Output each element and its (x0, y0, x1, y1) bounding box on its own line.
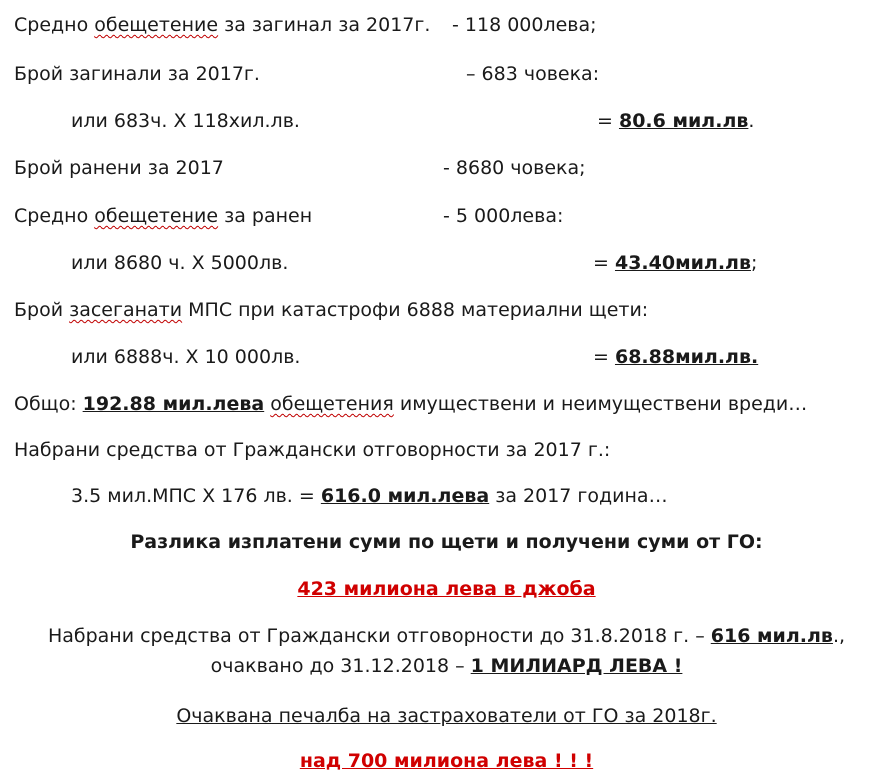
damages-calculation-result (593, 345, 758, 369)
total-value: 616 мил.лв (710, 625, 833, 647)
text-segment: за ранен (218, 205, 313, 227)
equals-sign: = (593, 346, 615, 368)
killed-calculation-result (597, 109, 754, 133)
equals-sign: = (593, 252, 615, 274)
damages-calculation-label: или 6888ч. Х 10 000лв. (71, 346, 301, 368)
text-segment: за 2017 година… (489, 485, 668, 507)
misspelled-word: обещетение (94, 205, 219, 227)
difference-heading: Разлика изплатени суми по щети и получени суми от ГО: (130, 531, 763, 553)
text-segment: 3.5 мил.МПС Х 176 лв. = (71, 485, 321, 507)
expected-funds-2018-line (0, 654, 893, 678)
total-value: 192.88 мил.лева (82, 393, 265, 415)
misspelled-word: засеганати (69, 299, 183, 321)
damaged-vehicles-line (14, 298, 648, 322)
avg-compensation-killed-value: - 118 000лева; (452, 14, 597, 36)
text-segment: Средно (14, 205, 95, 227)
misspelled-word: обещетение (94, 14, 219, 36)
text-segment: ; (750, 252, 758, 274)
total-value: 1 МИЛИАРД ЛЕВА ! (470, 655, 683, 677)
collected-funds-2017-line (71, 484, 668, 508)
killed-count-label: Брой загинали за 2017г. (14, 63, 260, 85)
killed-count-value: – 683 човека: (466, 63, 600, 85)
text-segment: ., (832, 625, 846, 647)
injured-calculation-result (593, 251, 757, 275)
text-segment: Общо: (14, 393, 83, 415)
text-segment: Средно (14, 14, 95, 36)
collected-funds-2018-line (0, 624, 893, 648)
total-compensation-line (14, 392, 807, 416)
avg-compensation-injured-line (14, 204, 312, 228)
expected-profit-heading: Очаквана печалба на застрахователи от ГО за 2018г. (176, 705, 717, 727)
text-segment: Набрани средства от Граждански отговорности до 31.8.2018 г. – (47, 625, 711, 647)
total-value: 616.0 мил.лева (320, 485, 490, 507)
result-value: 43.40мил.лв (614, 252, 751, 274)
result-value: 68.88мил.лв. (614, 346, 759, 368)
difference-value: 423 милиона лева в джоба (297, 578, 596, 600)
text-segment: Брой (14, 299, 70, 321)
avg-compensation-killed-line (14, 13, 430, 37)
expected-profit-value: над 700 милиона лева ! ! ! (299, 750, 594, 772)
killed-calculation-label: или 683ч. Х 118хил.лв. (71, 110, 300, 132)
injured-count-label: Брой ранени за 2017 (14, 157, 224, 179)
text-segment: . (748, 110, 755, 132)
text-segment: имуществени и неимуществени вреди… (393, 393, 808, 415)
collected-funds-2017-heading: Набрани средства от Граждански отговорности за 2017 г.: (14, 439, 611, 461)
injured-count-value: - 8680 човека; (443, 157, 586, 179)
text-segment: очаквано до 31.12.2018 – (210, 655, 471, 677)
misspelled-word: обещетения (270, 393, 394, 415)
result-value: 80.6 мил.лв (618, 110, 749, 132)
text-segment: за загинал за 2017г. (218, 14, 431, 36)
injured-calculation-label: или 8680 ч. Х 5000лв. (71, 252, 289, 274)
avg-compensation-injured-value: - 5 000лева: (443, 205, 564, 227)
text-segment: МПС при катастрофи 6888 материални щети: (182, 299, 649, 321)
equals-sign: = (597, 110, 619, 132)
